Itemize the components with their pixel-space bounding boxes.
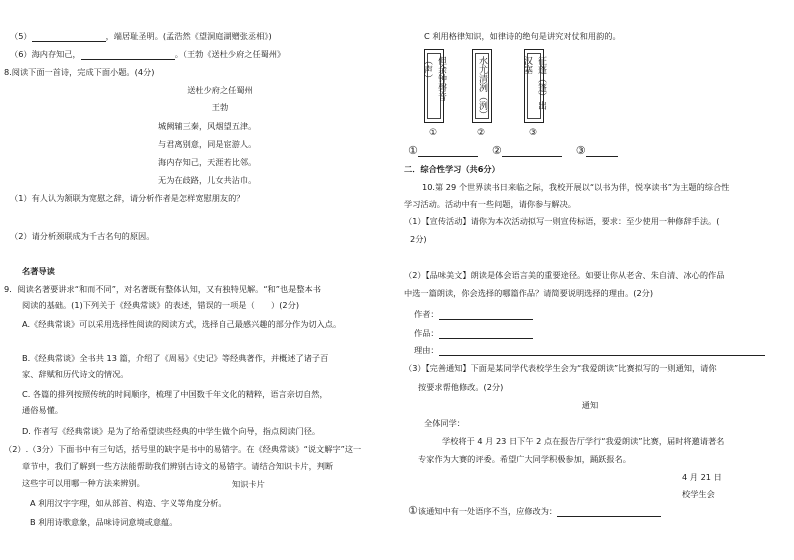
q-last-text: 该通知中有一处语序不当，应修改为： (417, 506, 558, 516)
answer-mark: ② (491, 144, 502, 157)
card-number: ③ (529, 128, 538, 138)
notice-signer: 校学生会 (682, 489, 715, 499)
poem-line: 无为在歧路，儿女共沾巾。 (158, 175, 257, 185)
notice-date: 4 月 21 日 (682, 472, 722, 482)
card-number: ② (477, 128, 486, 138)
q6-line (10, 48, 285, 60)
section-title-comprehensive: 二．综合性学习（共6分） (404, 164, 500, 174)
knowledge-card-2 (472, 49, 492, 123)
notice-title: 通知 (581, 400, 599, 410)
q8-intro: 8.阅读下面一首诗，完成下面小题。(4分) (4, 67, 155, 77)
notice-greeting: 全体同学： (424, 418, 465, 428)
option-b: B.《经典常谈》全书共 13 篇，介绍了《周易》《史记》等经典著作，并概述了诸子百 (22, 353, 329, 363)
poem-line: 海内存知己，天涯若比邻。 (158, 157, 257, 167)
q-last-answer-field[interactable] (557, 507, 661, 517)
author-label: 作者： (414, 309, 439, 319)
option-c: C. 各篇的排列按照传统的时间顺序，梳理了中国数千年文化的精粹，语言亲切自然， (22, 389, 328, 399)
notice-body: 专家作为大赛的评委。希望广大同学积极参加，踊跃报名。 (418, 454, 631, 464)
q5-blank[interactable] (32, 32, 106, 42)
q-last-row (408, 505, 661, 517)
q9-2-text: （2）.（3分）下面书中有三句话，括号里的缺字是书中的易错字。在《经典常谈》“说文解字”这一 (4, 444, 362, 454)
method-b: B 利用诗歌意象，品味诗词意境或意蕴。 (30, 517, 178, 527)
option-c: 通俗易懂。 (22, 405, 63, 415)
q5-text: ，端居耻圣明。(孟浩然《望洞庭湖赠张丞相》) (105, 31, 272, 41)
knowledge-card-3 (524, 49, 544, 123)
q10-text: 10.第 29 个世界读书日来临之际，我校开展以“以书为伴，悦享读书”为主题的综合性 (422, 182, 730, 192)
q10-2-text: 中选一篇朗读，你会选择的哪篇作品？请简要说明选择的理由。(2分) (404, 288, 654, 298)
option-a: A.《经典常谈》可以采用选择性阅读的阅读方式，选择自己最感兴趣的部分作为切入点。 (22, 319, 342, 329)
q10-1-text: 2分) (410, 234, 427, 244)
q10-text: 学习活动。活动中有一些问题，请你参与解决。 (404, 199, 576, 209)
answer-mark: ① (408, 144, 418, 157)
card-number: ① (429, 128, 438, 138)
q10-3-text: 按要求帮他修改。(2分) (418, 382, 504, 392)
q10-3-text: （3）【完善通知】下面是某同学代表校学生会为“我爱朗读”比赛拟写的一则通知，请你 (404, 363, 717, 373)
answer-blanks (408, 145, 618, 157)
q10-2-text: （2）【品味美文】朗读是体会语言美的重要途径。如要让你从老舍、朱自清、冰心的作品 (404, 270, 725, 280)
q9-2-text: 这些字可以用哪一种方法来辨别。 (22, 478, 145, 488)
q10-1-text: （1）【宣传活动】请你为本次活动拟写一则宣传标语，要求：至少使用一种修辞手法。( (404, 216, 720, 226)
poem-author: 王勃 (211, 102, 229, 112)
q6-text-start: （6）海内存知己， (10, 49, 81, 59)
poem-line: 城阙辅三秦，风烟望五津。 (158, 121, 257, 131)
poem-title: 送杜少府之任蜀州 (187, 85, 253, 95)
section-title-classics: 名著导读 (22, 266, 55, 276)
knowledge-card-1 (424, 49, 444, 123)
answer-blank-2[interactable] (502, 147, 562, 157)
card-text: 水尤清冽（洌） (475, 53, 489, 119)
q9-text: 9．阅读名著要讲求“和而不同”，对名著既有整体认知，又有独特见解。“和”也是整本书 (4, 284, 321, 294)
author-field[interactable] (439, 310, 533, 320)
notice-body: 学校将于 4 月 23 日下午 2 点在报告厅学行“我爱朗读”比赛，届时将邀请著名 (442, 436, 725, 446)
answer-blank-1[interactable] (418, 147, 478, 157)
answer-blank-3[interactable] (586, 147, 618, 157)
reason-row (414, 344, 765, 356)
q9-text: 阅读的基础。(1)下列关于《经典常谈》的表述，错误的一项是（ ）(2分) (22, 300, 300, 310)
q6-text: 。（王勃《送杜少府之任蜀州》 (174, 49, 286, 59)
option-b: 家、辞赋和历代诗文的情况。 (22, 369, 129, 379)
work-label: 作品： (414, 328, 439, 338)
q5-line (10, 30, 272, 42)
method-c: C 利用格律知识，如律诗的绝句是讲究对仗和用韵的。 (424, 31, 621, 41)
reason-label: 理由： (414, 345, 439, 355)
q9-2-text: 章节中，我们了解到一些方法能帮助我们辨别古诗文的易错字。请结合知识卡片，判断 (22, 461, 334, 471)
q5-number: （5） (10, 31, 32, 41)
q8-2-question: （2）请分析颈联成为千古名句的原因。 (10, 231, 155, 241)
q-last-number: ① (408, 504, 418, 517)
work-row (414, 327, 533, 339)
reason-field[interactable] (439, 346, 765, 356)
q8-1-question: （1）有人认为颔联为宽慰之辞，请分析作者是怎样宽慰朋友的？ (10, 193, 245, 203)
poem-line: 与君离别意，同是宦游人。 (158, 139, 257, 149)
option-d: D. 作者写《经典常谈》是为了给希望读些经典的中学生做个向导，指点阅读门径。 (22, 426, 321, 436)
knowledge-card-label: 知识卡片 (232, 479, 265, 489)
method-a: A 利用汉字字理，如从部首、构造、字义等角度分析。 (30, 498, 227, 508)
work-field[interactable] (439, 329, 533, 339)
author-row (414, 308, 533, 320)
card-text: 征蓬（篷）出汉塞 (527, 53, 541, 119)
q6-blank[interactable] (81, 50, 175, 60)
answer-mark: ③ (575, 144, 586, 157)
card-text: 但余钟磬音（声） (427, 53, 441, 119)
